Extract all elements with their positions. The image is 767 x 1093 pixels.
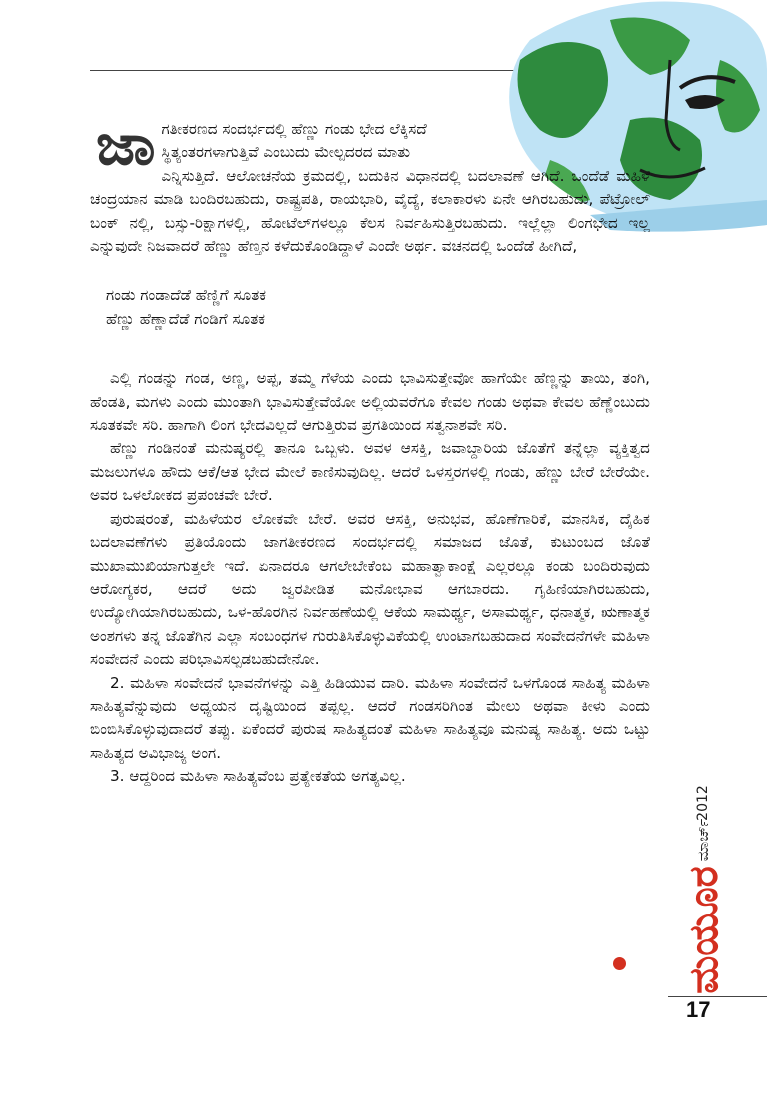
intro-first-line: ಗತೀಕರಣದ ಸಂದರ್ಭದಲ್ಲಿ ಹೆಣ್ಣು ಗಂಡು ಭೇದ ಲೆಕ್ಕಿಸದೆ (161, 120, 427, 138)
footer-rule (668, 996, 767, 997)
paragraph-3: ಪುರುಷರಂತೆ, ಮಹಿಳೆಯರ ಲೋಕವೇ ಬೇರೆ. ಅವರ ಆಸಕ್ತಿ, ಅನುಭವ, ಹೊಣೆಗಾರಿಕೆ, ಮಾನಸಿಕ, ದೈಹಿಕ ಬದಲಾವಣೆಗಳು ಪ್ರತಿಯೊಂದು ಜಾಗತೀಕರಣದ ಸಂದರ್ಭದಲ್ಲಿ ಸಮಾಜದ ಜೊತೆ, ಕುಟುಂಬದ ಜೊತೆ ಮುಖಾಮುಖಿಯಾಗುತ್ತಲೇ ಇದೆ. ಏನಾದರೂ ಆಗಲೇಬೇಕೆಂಬ ಮಹಾತ್ವಾಕಾಂಕ್ಷೆ ಎಲ್ಲರಲ್ಲೂ ಕಂಡು ಬಂದಿರುವುದು ಆರೋಗ್ಯಕರ, ಆದರೆ ಅದು ಜ್ವರಪೀಡಿತ ಮನೋಭಾವ ಆಗಬಾರದು. ಗೃಹಿಣಿಯಾಗಿರಬಹುದು, ಉದ್ಯೋಗಿಯಾಗಿರಬಹುದು, ಒಳ-ಹೊರಗಿನ ನಿರ್ವಹಣೆಯಲ್ಲಿ ಆಕೆಯ ಸಾಮರ್ಥ್ಯ, ಅಸಾಮರ್ಥ್ಯ, ಧನಾತ್ಮಕ, ಋಣಾತ್ಮಕ ಅಂಶಗಳು ತನ್ನ ಜೊತೆಗಿನ ಎಲ್ಲಾ ಸಂಬಂಧಗಳ ಗುರುತಿಸಿಕೊಳ್ಳುವಿಕೆಯಲ್ಲಿ ಉಂಟಾಗಬಹುದಾದ ಸಂವೇದನೆಗಳೇ ಮಹಿಳಾ ಸಂವೇದನೆ ಎಂದು ಪರಿಭಾವಿಸಲ್ಪಡಬಹುದೇನೋ. (90, 509, 650, 669)
intro-paragraph (90, 110, 650, 258)
paragraph-2: ಹೆಣ್ಣು ಗಂಡಿನಂತೆ ಮನುಷ್ಯರಲ್ಲಿ ತಾನೂ ಒಬ್ಬಳು. ಅವಳ ಆಸಕ್ತಿ, ಜವಾಬ್ದಾರಿಯ ಜೊತೆಗೆ ತನ್ನೆಲ್ಲಾ ವ್ಯಕ್ತಿತ್ವದ ಮಜಲುಗಳೂ ಹೌದು ಆಕೆ/ಆತ ಭೇದ ಮೇಲೆ ಕಾಣಿಸುವುದಿಲ್ಲ. ಆದರೆ ಒಳಸ್ತರಗಳಲ್ಲಿ ಗಂಡು, ಹೆಣ್ಣು ಬೇರೆ ಬೇರೆಯೇ. ಅವರ ಒಳಲೋಕದ ಪ್ರಪಂಚವೇ ಬೇರೆ. (90, 439, 650, 505)
paragraph-1: ಎಲ್ಲಿ ಗಂಡನ್ನು ಗಂಡ, ಅಣ್ಣ, ಅಪ್ಪ, ತಮ್ಮ ಗೆಳೆಯ ಎಂದು ಭಾವಿಸುತ್ತೇವೋ ಹಾಗೆಯೇ ಹೆಣ್ಣನ್ನು ತಾಯಿ, ತಂಗಿ, ಹೆಂಡತಿ, ಮಗಳು ಎಂದು ಮುಂತಾಗಿ ಭಾವಿಸುತ್ತೇವೆಯೋ ಅಲ್ಲಿಯವರೆಗೂ ಕೇವಲ ಗಂಡು ಅಥವಾ ಕೇವಲ ಹೆಣ್ಣೆಂಬುದು ಸೂತಕವೇ ಸರಿ. ಹಾಗಾಗಿ ಲಿಂಗ ಭೇದವಿಲ್ಲದೆ ಆಗುತ್ತಿರುವ ಪ್ರಗತಿಯಿಂದ ಸತ್ವನಾಶವೇ ಸರಿ. (90, 369, 650, 435)
paragraph-5: 3. ಆದ್ದರಿಂದ ಮಹಿಳಾ ಸಾಹಿತ್ಯವೆಂಬ ಪ್ರತ್ಯೇಕತೆಯ ಅಗತ್ಯವಿಲ್ಲ. (110, 767, 406, 786)
issue-year: 2012 (695, 785, 711, 821)
end-mark-dot (613, 957, 626, 970)
intro-body: ಎನ್ನಿಸುತ್ತಿದೆ. ಆಲೋಚನೆಯ ಕ್ರಮದಲ್ಲಿ, ಬದುಕಿನ ವಿಧಾನದಲ್ಲಿ ಬದಲಾವಣೆ ಆಗಿದೆ. ಒಂದೆಡೆ ಮಹಿಳೆ ಚಂದ್ರಯಾನ ಮಾಡಿ ಬಂದಿರಬಹುದು, ರಾಷ್ಟ್ರಪತಿ, ರಾಯಭಾರಿ, ವೈದ್ಯೆ, ಕಲಾಕಾರಳು ಏನೇ ಆಗಿರಬಹುದು, ಪೆಟ್ರೋಲ್ ಬಂಕ್ ನಲ್ಲಿ, ಬಸ್ಸು-ರಿಕ್ಷಾಗಳಲ್ಲಿ, ಹೋಟೆಲ್‌ಗಳಲ್ಲೂ ಕೆಲಸ ನಿರ್ವಹಿಸುತ್ತಿರಬಹುದು. ಇಲ್ಲೆಲ್ಲಾ ಲಿಂಗಭೇದ ಇಲ್ಲ ಎನ್ನುವುದೇ ನಿಜವಾದರೆ ಹೆಣ್ಣು ಹೆಣ್ತನ ಕಳೆದುಕೊಂಡಿದ್ದಾಳೆ ಎಂದೇ ಅರ್ಥ. ವಚನದಲ್ಲಿ ಒಂದೆಡೆ ಹೀಗಿದೆ, (90, 166, 650, 256)
intro-second-line: ಸ್ಥಿತ್ಯಂತರಗಳಾಗುತ್ತಿವೆ ಎಂಬುದು ಮೇಲ್ಪದರದ ಮಾತು (161, 143, 411, 162)
page-number: 17 (686, 997, 711, 1022)
magazine-logo: ಮಯೂರ (681, 866, 727, 994)
issue-month: ಮಾರ್ಚ್ (694, 818, 712, 862)
article-body (90, 110, 650, 789)
verse-line-2: ಹೆಣ್ಣು ಹೆಣ್ಣಾದೆಡೆ ಗಂಡಿಗೆ ಸೂತಕ (106, 309, 266, 328)
drop-cap: ಜಾ (96, 110, 156, 178)
verse-line-1: ಗಂಡು ಗಂಡಾದೆಡೆ ಹೆಣ್ಣಿಗೆ ಸೂತಕ (106, 286, 267, 305)
vachana-verse (106, 284, 650, 331)
paragraph-4: 2. ಮಹಿಳಾ ಸಂವೇದನೆ ಭಾವನೆಗಳನ್ನು ಎತ್ತಿ ಹಿಡಿಯುವ ದಾರಿ. ಮಹಿಳಾ ಸಂವೇದನೆ ಒಳಗೊಂಡ ಸಾಹಿತ್ಯ ಮಹಿಳಾ ಸಾಹಿತ್ಯವೆನ್ನುವುದು ಅಧ್ಯಯನ ದೃಷ್ಟಿಯಿಂದ ತಪ್ಪಲ್ಲ. ಆದರೆ ಗಂಡಸರಿಗಿಂತ ಮೇಲು ಅಥವಾ ಕೀಳು ಎಂದು ಬಿಂಬಿಸಿಕೊಳ್ಳುವುದಾದರೆ ತಪ್ಪು. ಏಕೆಂದರೆ ಪುರುಷ ಸಾಹಿತ್ಯದಂತೆ ಮಹಿಳಾ ಸಾಹಿತ್ಯವೂ ಮನುಷ್ಯ ಸಾಹಿತ್ಯ. ಅದು ಒಟ್ಟು ಸಾಹಿತ್ಯದ ಅವಿಭಾಜ್ಯ ಅಂಗ. (90, 673, 650, 762)
